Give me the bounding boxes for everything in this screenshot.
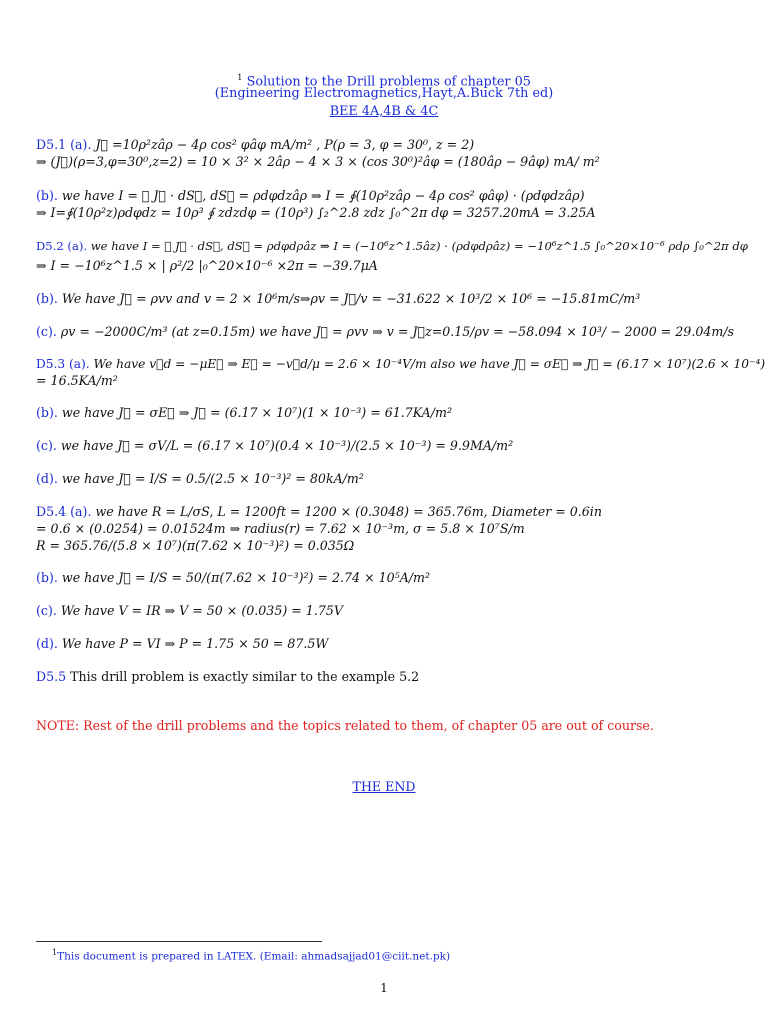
problem-text: We have P = VI ⇒ P = 1.75 × 50 = 87.5W: [57, 636, 329, 651]
problem-label: (b).: [36, 405, 58, 420]
problem-line: [36, 438, 744, 455]
the-end-link[interactable]: THE END: [352, 779, 416, 794]
course-codes: [0, 104, 768, 120]
problem-text: we have J⃗ = I/S = 0.5/(2.5 × 10⁻³)² = 80kA/m²: [57, 471, 364, 486]
problem-text: we have J⃗ = σV/L = (6.17 × 10⁷)(0.4 × 10⁻³)/(2.5 × 10⁻³) = 9.9MA/m²: [56, 438, 514, 453]
problem-label: (c).: [36, 603, 57, 618]
problem-label: D5.5: [36, 669, 67, 684]
problem-line: [36, 154, 744, 171]
problem-text: J⃗ =10ρ²zâρ − 4ρ cos² φâφ mA/m² , P(ρ = 3, φ = 30⁰, z = 2): [91, 137, 475, 152]
problem-line: [36, 324, 744, 341]
problem-line: [36, 356, 766, 373]
problem-label: (d).: [36, 636, 58, 651]
footnote-text[interactable]: This document is prepared in LATEX. (Email: ahmadsajjad01@ciit.net.pk): [57, 950, 451, 963]
problem-line: [36, 188, 744, 205]
problem-line: [36, 603, 744, 620]
problem-label: (c).: [36, 438, 57, 453]
course-codes-text: BEE 4A,4B & 4C: [329, 104, 439, 119]
doc-subtitle: (Engineering Electromagnetics,Hayt,A.Buck 7th ed): [214, 86, 554, 101]
problem-line: [36, 471, 744, 488]
problem-text: = 16.5KA/m²: [36, 373, 118, 388]
the-end: [0, 779, 768, 796]
problem-line: [36, 205, 744, 222]
problem-label: D5.2 (a).: [36, 239, 88, 253]
problem-text: This drill problem is exactly similar to the example 5.2: [66, 669, 420, 684]
page-number: 1: [380, 981, 388, 995]
problem-text: we have J⃗ = I/S = 50/(π(7.62 × 10⁻³)²) = 2.74 × 10⁵A/m²: [57, 570, 431, 585]
problem-line: [36, 636, 744, 653]
footnote-divider: [36, 941, 322, 942]
problem-line: [36, 504, 744, 521]
problem-line: [36, 521, 744, 538]
problem-text: We have v⃗d = −μE⃗ ⇒ E⃗ = −v⃗d/μ = 2.6 × 10⁻⁴V/m also we have J⃗ = σE⃗ ⇒ J⃗ = (6.17 × 10⁷)(2.6 × 10⁻⁴): [89, 357, 766, 371]
problem-label: (b).: [36, 570, 58, 585]
problem-label: D5.1 (a).: [36, 137, 92, 152]
problem-text: We have J⃗ = ρvv and v = 2 × 10⁶m/s⇒ρv = J⃗/v = −31.622 × 10³/2 × 10⁶ = −15.81mC/m³: [57, 291, 641, 306]
problem-line: [36, 291, 744, 308]
problem-label: (d).: [36, 471, 58, 486]
problem-line: [36, 405, 744, 422]
footnote: [52, 945, 450, 965]
problem-text: we have I = ∮ J⃗ · dS⃗, dS⃗ = ρdφdρâz ⇒ I = (−10⁶z^1.5âz) · (ρdφdρâz) = −10⁶z^1.5 ∫₀^20×10⁻⁶ ρdρ ∫₀^2π dφ: [87, 239, 748, 253]
title-footnote-mark: 1: [237, 73, 243, 83]
problem-label: D5.4 (a).: [36, 504, 92, 519]
problem-label: (c).: [36, 324, 57, 339]
problem-text: we have R = L/σS, L = 1200ft = 1200 × (0.3048) = 365.76m, Diameter = 0.6in: [91, 504, 602, 519]
course-note: NOTE: Rest of the drill problems and the topics related to them, of chapter 05 are out of course.: [36, 718, 654, 733]
problem-text: ⇒ I = −10⁶z^1.5 × | ρ²/2 |₀^20×10⁻⁶ ×2π = −39.7μA: [36, 258, 378, 273]
problem-label: (b).: [36, 291, 58, 306]
footnote-mark: 1: [52, 948, 58, 957]
problem-line: [36, 258, 744, 275]
doc-title-text: Solution to the Drill problems of chapter 05: [246, 74, 531, 90]
problem-label: (b).: [36, 188, 58, 203]
problem-line: [36, 570, 744, 587]
problem-line: [36, 137, 744, 154]
problem-line: [36, 238, 748, 255]
problem-line: [36, 373, 744, 390]
problem-text: = 0.6 × (0.0254) = 0.01524m ⇒ radius(r) = 7.62 × 10⁻³m, σ = 5.8 × 10⁷S/m: [36, 521, 525, 536]
problem-text: we have J⃗ = σE⃗ ⇒ J⃗ = (6.17 × 10⁷)(1 × 10⁻³) = 61.7KA/m²: [57, 405, 453, 420]
problem-line: [36, 669, 744, 686]
problem-line: [36, 538, 744, 555]
problem-label: D5.3 (a).: [36, 357, 90, 371]
problem-text: we have I = ∮ J⃗ · dS⃗, dS⃗ = ρdφdzâρ ⇒ I = ∮(10ρ²zâρ − 4ρ cos² φâφ) · (ρdφdzâρ): [57, 188, 585, 203]
problem-text: ⇒ (J⃗)(ρ=3,φ=30⁰,z=2) = 10 × 3² × 2âρ − 4 × 3 × (cos 30⁰)²âφ = (180âρ − 9âφ) mA/ m²: [36, 154, 600, 169]
problem-text: ρv = −2000C/m³ (at z=0.15m) we have J⃗ = ρvv ⇒ v = J⃗z=0.15/ρv = −58.094 × 10³/ − 2000 = 29.04m/s: [56, 324, 734, 339]
problem-text: ⇒ I=∮(10ρ²z)ρdφdz = 10ρ³ ∮ zdzdφ = (10ρ³) ∫₂^2.8 zdz ∫₀^2π dφ = 3257.20mA = 3.25A: [36, 205, 596, 220]
problem-text: R = 365.76/(5.8 × 10⁷)(π(7.62 × 10⁻³)²) = 0.035Ω: [36, 538, 355, 553]
problem-text: We have V = IR ⇒ V = 50 × (0.035) = 1.75V: [56, 603, 343, 618]
